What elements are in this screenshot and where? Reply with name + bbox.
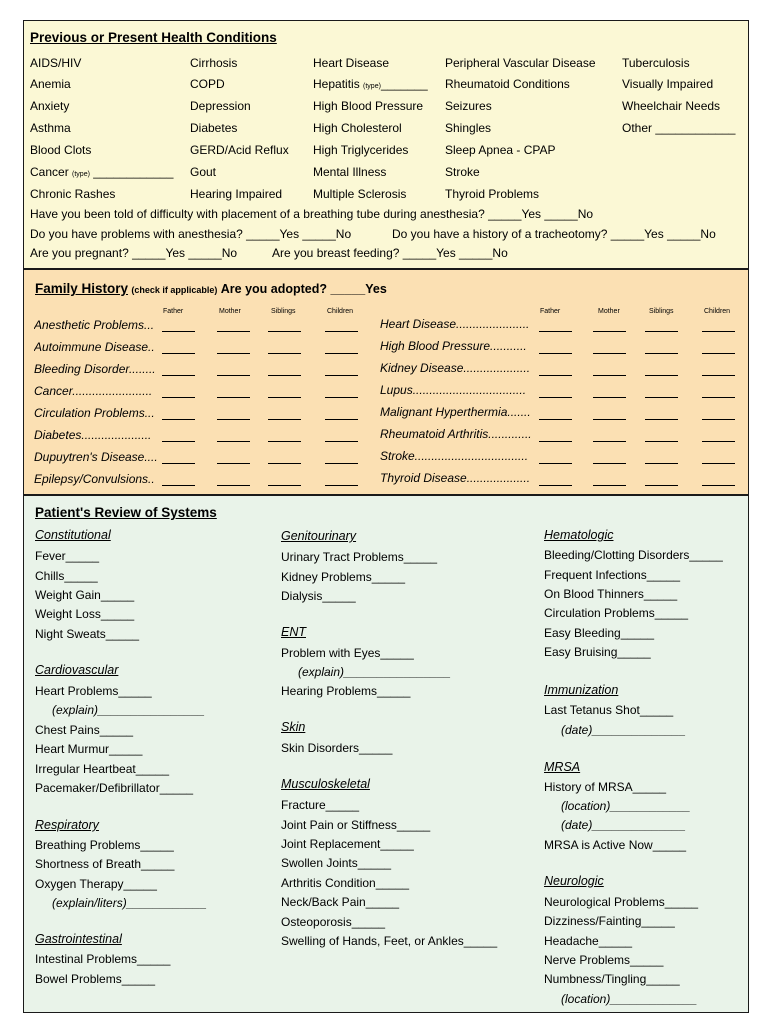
family-check-blank[interactable]	[325, 441, 358, 442]
family-condition-label: Diabetes.....................	[34, 428, 152, 442]
mrsa-item[interactable]: (location)____________	[561, 799, 691, 813]
family-check-blank[interactable]	[539, 331, 572, 332]
musculoskeletal-item[interactable]: Osteoporosis_____	[281, 915, 386, 929]
family-check-blank[interactable]	[268, 375, 301, 376]
condition-anemia[interactable]: Anemia	[30, 77, 71, 91]
family-condition-label: Rheumatoid Arthritis.............	[380, 427, 532, 441]
condition-sleep-apnea-cpap[interactable]: Sleep Apnea - CPAP	[445, 143, 556, 157]
cardiovascular-item[interactable]: Pacemaker/Defibrillator_____	[35, 781, 194, 795]
family-check-blank[interactable]	[162, 419, 195, 420]
family-check-blank[interactable]	[162, 485, 195, 486]
neurologic-heading: Neurologic	[544, 874, 604, 888]
condition-gerd-acid-reflux[interactable]: GERD/Acid Reflux	[190, 143, 289, 157]
immunization-item[interactable]: Last Tetanus Shot_____	[544, 703, 674, 717]
respiratory-heading: Respiratory	[35, 818, 99, 832]
pregnant-question[interactable]: Are you pregnant? _____Yes _____No	[30, 246, 238, 260]
family-col-header-children: Children	[327, 308, 354, 315]
family-check-blank[interactable]	[217, 375, 250, 376]
condition-wheelchair-needs[interactable]: Wheelchair Needs	[622, 99, 721, 113]
family-check-blank[interactable]	[162, 375, 195, 376]
condition-depression[interactable]: Depression	[190, 99, 251, 113]
family-check-blank[interactable]	[645, 353, 678, 354]
mrsa-heading: MRSA	[544, 760, 581, 774]
neurologic-item[interactable]: Neurological Problems_____	[544, 895, 699, 909]
family-check-blank[interactable]	[702, 397, 735, 398]
immunization-item[interactable]: (date)______________	[561, 723, 686, 737]
adopted-question[interactable]: Are you adopted? _____Yes	[220, 282, 387, 296]
review-of-systems-title: Patient's Review of Systems	[35, 505, 217, 520]
family-col-header-mother: Mother	[219, 308, 241, 315]
musculoskeletal-item[interactable]: Joint Pain or Stiffness_____	[281, 818, 431, 832]
condition-copd[interactable]: COPD	[190, 77, 225, 91]
family-check-blank[interactable]	[702, 375, 735, 376]
condition-blood-clots[interactable]: Blood Clots	[30, 143, 92, 157]
family-check-blank[interactable]	[702, 353, 735, 354]
health-conditions-title: Previous or Present Health Conditions	[30, 30, 277, 45]
mrsa-item[interactable]: MRSA is Active Now_____	[544, 838, 687, 852]
condition-cirrhosis[interactable]: Cirrhosis	[190, 56, 238, 70]
condition-anxiety[interactable]: Anxiety	[30, 99, 70, 113]
family-check-blank[interactable]	[702, 419, 735, 420]
ent-item[interactable]: (explain)________________	[298, 665, 451, 679]
breathing-tube-question[interactable]: Have you been told of difficulty with placement of a breathing tube during anesthesia? _____Yes _____No	[30, 207, 594, 221]
family-condition-label: Heart Disease......................	[380, 317, 530, 331]
tracheotomy-question[interactable]: Do you have a history of a tracheotomy? _____Yes _____No	[392, 227, 716, 241]
condition-other[interactable]: Other ____________	[622, 121, 736, 135]
condition-high-cholesterol[interactable]: High Cholesterol	[313, 121, 402, 135]
musculoskeletal-item[interactable]: Swollen Joints_____	[281, 856, 392, 870]
cardiovascular-heading: Cardiovascular	[35, 663, 119, 677]
family-check-blank[interactable]	[539, 463, 572, 464]
cancer-type-label: (type)	[72, 171, 90, 178]
family-check-blank[interactable]	[539, 375, 572, 376]
condition-hearing-impaired[interactable]: Hearing Impaired	[190, 187, 283, 201]
family-check-blank[interactable]	[539, 397, 572, 398]
condition-chronic-rashes[interactable]: Chronic Rashes	[30, 187, 116, 201]
genitourinary-item[interactable]: Dialysis_____	[281, 589, 356, 603]
mrsa-item[interactable]: (date)______________	[561, 818, 686, 832]
family-check-blank[interactable]	[539, 419, 572, 420]
condition-tuberculosis[interactable]: Tuberculosis	[622, 56, 690, 70]
family-check-blank[interactable]	[325, 397, 358, 398]
ent-item[interactable]: Problem with Eyes_____	[281, 646, 414, 660]
condition-seizures[interactable]: Seizures	[445, 99, 492, 113]
family-history-header	[35, 282, 387, 297]
musculoskeletal-item[interactable]: Arthritis Condition_____	[281, 876, 410, 890]
family-check-blank[interactable]	[702, 485, 735, 486]
family-col-header-father: Father	[540, 308, 561, 315]
family-check-blank[interactable]	[162, 397, 195, 398]
family-condition-label: Circulation Problems...	[34, 406, 155, 420]
skin-item[interactable]: Skin Disorders_____	[281, 741, 393, 755]
check-if-applicable: (check if applicable)	[131, 285, 218, 295]
musculoskeletal-heading: Musculoskeletal	[281, 777, 370, 791]
hematologic-item[interactable]: Circulation Problems_____	[544, 606, 689, 620]
family-check-blank[interactable]	[268, 353, 301, 354]
family-check-blank[interactable]	[593, 353, 626, 354]
gastrointestinal-item[interactable]: Bowel Problems_____	[35, 972, 156, 986]
family-check-blank[interactable]	[702, 441, 735, 442]
cardiovascular-item[interactable]: Heart Murmur_____	[35, 742, 143, 756]
family-check-blank[interactable]	[217, 331, 250, 332]
musculoskeletal-item[interactable]: Neck/Back Pain_____	[281, 895, 400, 909]
condition-high-blood-pressure[interactable]: High Blood Pressure	[313, 99, 424, 113]
family-check-blank[interactable]	[645, 463, 678, 464]
family-check-blank[interactable]	[645, 441, 678, 442]
family-check-blank[interactable]	[539, 353, 572, 354]
condition-stroke[interactable]: Stroke	[445, 165, 480, 179]
family-col-header-mother: Mother	[598, 308, 620, 315]
family-check-blank[interactable]	[325, 419, 358, 420]
family-check-blank[interactable]	[593, 441, 626, 442]
family-check-blank[interactable]	[268, 441, 301, 442]
family-condition-label: Thyroid Disease...................	[380, 471, 531, 485]
hematologic-item[interactable]: Easy Bruising_____	[544, 645, 651, 659]
family-condition-label: Kidney Disease....................	[380, 361, 531, 375]
cardiovascular-item[interactable]: Chest Pains_____	[35, 723, 134, 737]
condition-visually-impaired[interactable]: Visually Impaired	[622, 77, 714, 91]
family-check-blank[interactable]	[702, 463, 735, 464]
constitutional-item[interactable]: Night Sweats_____	[35, 627, 140, 641]
family-check-blank[interactable]	[217, 353, 250, 354]
ent-heading: ENT	[281, 625, 306, 639]
cardiovascular-item[interactable]: (explain)________________	[52, 703, 205, 717]
condition-rheumatoid-conditions[interactable]: Rheumatoid Conditions	[445, 77, 570, 91]
family-check-blank[interactable]	[593, 397, 626, 398]
genitourinary-heading: Genitourinary	[281, 529, 357, 543]
family-check-blank[interactable]	[325, 331, 358, 332]
family-check-blank[interactable]	[217, 419, 250, 420]
condition-multiple-sclerosis[interactable]: Multiple Sclerosis	[313, 187, 407, 201]
breast-feeding-question[interactable]: Are you breast feeding? _____Yes _____No	[272, 246, 508, 260]
family-check-blank[interactable]	[217, 463, 250, 464]
family-check-blank[interactable]	[645, 331, 678, 332]
cancer-type-blank[interactable]: ____________	[93, 165, 174, 179]
condition-peripheral-vascular-disease[interactable]: Peripheral Vascular Disease	[445, 56, 596, 70]
family-condition-label: Cancer........................	[34, 384, 153, 398]
family-col-header-children: Children	[704, 308, 731, 315]
musculoskeletal-item[interactable]: Joint Replacement_____	[281, 837, 414, 851]
condition-thyroid-problems[interactable]: Thyroid Problems	[445, 187, 540, 201]
family-condition-label: Malignant Hyperthermia.......	[380, 405, 531, 419]
condition-heart-disease[interactable]: Heart Disease	[313, 56, 390, 70]
family-condition-label: Autoimmune Disease..	[34, 340, 155, 354]
family-check-blank[interactable]	[702, 331, 735, 332]
family-check-blank[interactable]	[645, 485, 678, 486]
family-check-blank[interactable]	[217, 397, 250, 398]
family-check-blank[interactable]	[593, 463, 626, 464]
family-check-blank[interactable]	[162, 331, 195, 332]
family-check-blank[interactable]	[217, 485, 250, 486]
family-col-header-siblings: Siblings	[271, 308, 296, 315]
condition-asthma[interactable]: Asthma	[30, 121, 71, 135]
mrsa-item[interactable]: History of MRSA_____	[544, 780, 667, 794]
cardiovascular-item[interactable]: Irregular Heartbeat_____	[35, 762, 170, 776]
constitutional-item[interactable]: Weight Gain_____	[35, 588, 135, 602]
family-col-header-siblings: Siblings	[649, 308, 674, 315]
family-condition-label: Anesthetic Problems...	[34, 318, 155, 332]
respiratory-item[interactable]: Shortness of Breath_____	[35, 857, 175, 871]
family-check-blank[interactable]	[268, 419, 301, 420]
neurologic-item[interactable]: Numbness/Tingling_____	[544, 972, 680, 986]
family-check-blank[interactable]	[593, 419, 626, 420]
hematologic-heading: Hematologic	[544, 528, 614, 542]
family-check-blank[interactable]	[325, 353, 358, 354]
family-condition-label: Stroke..................................	[380, 449, 529, 463]
musculoskeletal-item[interactable]: Fracture_____	[281, 798, 360, 812]
family-check-blank[interactable]	[645, 375, 678, 376]
condition-gout[interactable]: Gout	[190, 165, 217, 179]
family-check-blank[interactable]	[162, 463, 195, 464]
condition-hepatitis[interactable]: Hepatitis (type)_______	[313, 77, 428, 91]
musculoskeletal-item[interactable]: Swelling of Hands, Feet, or Ankles_____	[281, 934, 498, 948]
hematologic-item[interactable]: Frequent Infections_____	[544, 568, 681, 582]
immunization-heading: Immunization	[544, 683, 619, 697]
family-check-blank[interactable]	[325, 375, 358, 376]
condition-shingles[interactable]: Shingles	[445, 121, 492, 135]
condition-diabetes[interactable]: Diabetes	[190, 121, 238, 135]
family-check-blank[interactable]	[162, 353, 195, 354]
neurologic-item[interactable]: Headache_____	[544, 934, 633, 948]
family-check-blank[interactable]	[268, 331, 301, 332]
family-check-blank[interactable]	[645, 397, 678, 398]
genitourinary-item[interactable]: Kidney Problems_____	[281, 570, 406, 584]
family-condition-label: Epilepsy/Convulsions..	[34, 472, 155, 486]
family-check-blank[interactable]	[268, 463, 301, 464]
family-check-blank[interactable]	[268, 397, 301, 398]
respiratory-item[interactable]: (explain/liters)____________	[52, 896, 207, 910]
family-condition-label: High Blood Pressure...........	[380, 339, 527, 353]
family-condition-label: Bleeding Disorder........	[34, 362, 156, 376]
hematologic-item[interactable]: Easy Bleeding_____	[544, 626, 655, 640]
ent-item[interactable]: Hearing Problems_____	[281, 684, 411, 698]
family-check-blank[interactable]	[645, 419, 678, 420]
family-history-title: Family History	[35, 281, 129, 296]
hepatitis-type-blank[interactable]: _______	[380, 77, 428, 91]
family-check-blank[interactable]	[217, 441, 250, 442]
family-condition-label: Lupus..................................	[380, 383, 527, 397]
family-check-blank[interactable]	[593, 485, 626, 486]
neurologic-item[interactable]: Dizziness/Fainting_____	[544, 914, 675, 928]
hepatitis-type-label: (type)	[363, 83, 381, 90]
condition-high-triglycerides[interactable]: High Triglycerides	[313, 143, 409, 157]
hematologic-item[interactable]: On Blood Thinners_____	[544, 587, 678, 601]
family-check-blank[interactable]	[593, 375, 626, 376]
family-check-blank[interactable]	[539, 441, 572, 442]
cardiovascular-item[interactable]: Heart Problems_____	[35, 684, 152, 698]
neurologic-item[interactable]: (location)_____________	[561, 992, 698, 1006]
hematologic-item[interactable]: Bleeding/Clotting Disorders_____	[544, 548, 723, 562]
genitourinary-item[interactable]: Urinary Tract Problems_____	[281, 550, 438, 564]
respiratory-item[interactable]: Oxygen Therapy_____	[35, 877, 157, 891]
condition-aids-hiv[interactable]: AIDS/HIV	[30, 56, 82, 70]
family-check-blank[interactable]	[268, 485, 301, 486]
constitutional-heading: Constitutional	[35, 528, 111, 542]
condition-mental-illness[interactable]: Mental Illness	[313, 165, 387, 179]
constitutional-item[interactable]: Chills_____	[35, 569, 98, 583]
constitutional-item[interactable]: Weight Loss_____	[35, 607, 135, 621]
family-condition-label: Dupuytren's Disease....	[34, 450, 158, 464]
gastrointestinal-item[interactable]: Intestinal Problems_____	[35, 952, 171, 966]
family-check-blank[interactable]	[593, 331, 626, 332]
family-check-blank[interactable]	[325, 485, 358, 486]
skin-heading: Skin	[281, 720, 306, 734]
constitutional-item[interactable]: Fever_____	[35, 549, 100, 563]
condition-cancer[interactable]: Cancer (type) ____________	[30, 165, 174, 179]
gastrointestinal-heading: Gastrointestinal	[35, 932, 122, 946]
respiratory-item[interactable]: Breathing Problems_____	[35, 838, 174, 852]
anesthesia-question[interactable]: Do you have problems with anesthesia? _____Yes _____No	[30, 227, 352, 241]
family-check-blank[interactable]	[539, 485, 572, 486]
neurologic-item[interactable]: Nerve Problems_____	[544, 953, 664, 967]
family-check-blank[interactable]	[325, 463, 358, 464]
family-check-blank[interactable]	[162, 441, 195, 442]
family-col-header-father: Father	[163, 308, 184, 315]
